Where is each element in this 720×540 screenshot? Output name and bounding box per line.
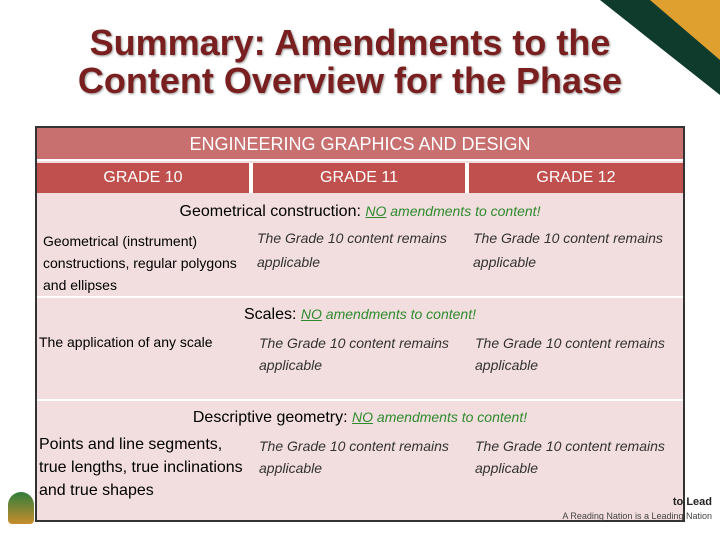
grade-12-heading: GRADE 12	[536, 169, 616, 186]
section-label: Scales:	[243, 306, 297, 323]
section-label: Geometrical construction:	[179, 203, 361, 220]
section-note	[352, 409, 527, 425]
grade-row	[37, 163, 683, 193]
note-no: NO	[300, 306, 322, 322]
section-label: Descriptive geometry:	[192, 409, 348, 426]
grade-10-heading: GRADE 10	[103, 169, 183, 186]
grade11-cell: The Grade 10 content remains applicable	[259, 335, 449, 373]
row-divider	[37, 296, 683, 298]
grade10-cell: Points and line segments, true lengths, true inclinations and true shapes	[39, 436, 243, 499]
note-rest: amendments to content!	[386, 203, 541, 219]
note-no: NO	[365, 203, 387, 219]
section-heading	[37, 196, 683, 226]
page-title: Summary: Amendments to the Content Overview for the Phase	[77, 22, 623, 101]
grade12-cell: The Grade 10 content remains applicable	[475, 438, 665, 476]
footer-tag	[562, 495, 712, 523]
content-table	[35, 126, 685, 522]
grade11-cell: The Grade 10 content remains applicable	[259, 438, 449, 476]
section-heading	[37, 299, 683, 329]
grade12-cell: The Grade 10 content remains applicable	[475, 335, 665, 373]
grade10-cell: The application of any scale	[39, 334, 213, 350]
section-note	[365, 203, 540, 219]
coat-of-arms-logo	[8, 492, 38, 532]
grade12-cell: The Grade 10 content remains applicable	[473, 230, 663, 270]
note-rest: amendments to content!	[321, 306, 476, 322]
row-divider	[37, 399, 683, 401]
footer-tag-main: to Lead	[672, 496, 712, 508]
section-note	[301, 306, 476, 322]
section-heading	[37, 402, 683, 432]
grade11-cell: The Grade 10 content remains applicable	[257, 230, 447, 270]
table-header: ENGINEERING GRAPHICS AND DESIGN	[37, 128, 683, 161]
grade10-cell: Geometrical (instrument) constructions, regular polygons and ellipses	[43, 233, 237, 293]
footer-tag-sub: A Reading Nation is a Leading Nation	[562, 511, 712, 521]
logo-shape	[8, 492, 34, 524]
note-no: NO	[352, 409, 374, 425]
note-rest: amendments to content!	[373, 409, 528, 425]
grade-11-heading: GRADE 11	[320, 169, 398, 186]
